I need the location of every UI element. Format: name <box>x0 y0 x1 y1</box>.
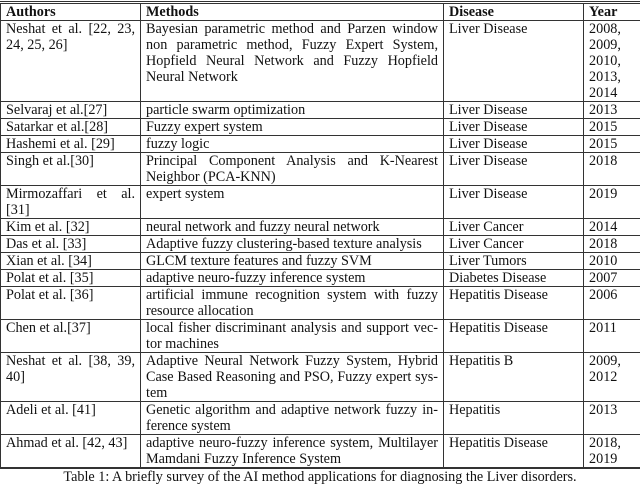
table-row <box>1 287 640 320</box>
cell-authors: Satarkar et al.[28] <box>1 119 141 136</box>
cell-authors: Selvaraj et al.[27] <box>1 102 141 119</box>
cell-methods: Principal Component Analysis and K-Nearest Neighbor (PCA-KNN) <box>141 153 444 186</box>
cell-authors: Ahmad et al. [42, 43] <box>1 435 141 469</box>
cell-methods: neural network and fuzzy neural network <box>141 219 444 236</box>
cell-methods: adaptive neuro-fuzzy inference system <box>141 270 444 287</box>
cell-disease: Liver Disease <box>444 102 584 119</box>
cell-methods: GLCM texture features and fuzzy SVM <box>141 253 444 270</box>
cell-authors: Xian et al. [34] <box>1 253 141 270</box>
cell-year: 2013 <box>584 102 640 119</box>
cell-disease: Liver Cancer <box>444 236 584 253</box>
table-row <box>1 119 640 136</box>
cell-methods: expert system <box>141 186 444 219</box>
cell-year: 2011 <box>584 320 640 353</box>
table-row <box>1 402 640 435</box>
cell-year: 2018 <box>584 153 640 186</box>
cell-disease: Hepatitis <box>444 402 584 435</box>
table-row <box>1 136 640 153</box>
table-row <box>1 153 640 186</box>
cell-authors: Kim et al. [32] <box>1 219 141 236</box>
cell-authors: Neshat et al. [22, 23, 24, 25, 26] <box>1 21 141 102</box>
cell-methods: adaptive neuro-fuzzy inference system, Multilayer Mamdani Fuzzy Inference System <box>141 435 444 469</box>
cell-disease: Hepatitis Disease <box>444 320 584 353</box>
table-caption: Table 1: A briefly survey of the AI method applications for diagnosing the Liver disorders. <box>0 469 640 485</box>
cell-year: 2007 <box>584 270 640 287</box>
table-row <box>1 270 640 287</box>
cell-disease: Hepatitis B <box>444 353 584 402</box>
cell-year: 2014 <box>584 219 640 236</box>
cell-methods: particle swarm optimization <box>141 102 444 119</box>
cell-disease: Hepatitis Disease <box>444 287 584 320</box>
cell-authors: Mirmozaffari et al. [31] <box>1 186 141 219</box>
cell-methods: local fisher discriminant analysis and support vector machines <box>141 320 444 353</box>
cell-methods: Adaptive Neural Network Fuzzy System, Hybrid Case Based Reasoning and PSO, Fuzzy expert system <box>141 353 444 402</box>
header-year: Year <box>584 3 640 21</box>
cell-year: 2010 <box>584 253 640 270</box>
cell-year: 2018 <box>584 236 640 253</box>
cell-year: 2006 <box>584 287 640 320</box>
cell-disease: Liver Disease <box>444 119 584 136</box>
cell-disease: Liver Cancer <box>444 219 584 236</box>
cell-year: 2013 <box>584 402 640 435</box>
cell-disease: Hepatitis Disease <box>444 435 584 469</box>
table-row <box>1 186 640 219</box>
header-authors: Authors <box>1 3 141 21</box>
table-row <box>1 435 640 469</box>
table-row <box>1 320 640 353</box>
cell-authors: Neshat et al. [38, 39, 40] <box>1 353 141 402</box>
header-row <box>1 3 640 21</box>
cell-disease: Liver Disease <box>444 21 584 102</box>
cell-authors: Das et al. [33] <box>1 236 141 253</box>
cell-disease: Liver Disease <box>444 186 584 219</box>
cell-methods: Fuzzy expert system <box>141 119 444 136</box>
table-row <box>1 219 640 236</box>
cell-authors: Hashemi et al. [29] <box>1 136 141 153</box>
cell-year: 2018, 2019 <box>584 435 640 469</box>
cell-authors: Polat et al. [35] <box>1 270 141 287</box>
cell-year: 2009, 2012 <box>584 353 640 402</box>
cell-disease: Liver Disease <box>444 153 584 186</box>
cell-methods: Genetic algorithm and adaptive network fuzzy inference system <box>141 402 444 435</box>
table-row <box>1 236 640 253</box>
cell-authors: Chen et al.[37] <box>1 320 141 353</box>
cell-year: 2019 <box>584 186 640 219</box>
cell-authors: Polat et al. [36] <box>1 287 141 320</box>
cell-year: 2015 <box>584 119 640 136</box>
table-row <box>1 102 640 119</box>
cell-methods: Bayesian parametric method and Parzen window non parametric method, Fuzzy Expert System, Hopfield Neural Network and Fuzzy Hopfield Neural Network <box>141 21 444 102</box>
cell-disease: Liver Tumors <box>444 253 584 270</box>
cell-authors: Singh et al.[30] <box>1 153 141 186</box>
cell-methods: artificial immune recognition system with fuzzy resource allocation <box>141 287 444 320</box>
header-disease: Disease <box>444 3 584 21</box>
cell-disease: Liver Disease <box>444 136 584 153</box>
header-methods: Methods <box>141 3 444 21</box>
table-row <box>1 253 640 270</box>
cell-authors: Adeli et al. [41] <box>1 402 141 435</box>
cell-disease: Diabetes Disease <box>444 270 584 287</box>
survey-table <box>0 1 640 469</box>
cell-methods: Adaptive fuzzy clustering-based texture analysis <box>141 236 444 253</box>
table-row <box>1 353 640 402</box>
cell-methods: fuzzy logic <box>141 136 444 153</box>
cell-year: 2015 <box>584 136 640 153</box>
table-row <box>1 21 640 102</box>
cell-year: 2008, 2009, 2010, 2013, 2014 <box>584 21 640 102</box>
